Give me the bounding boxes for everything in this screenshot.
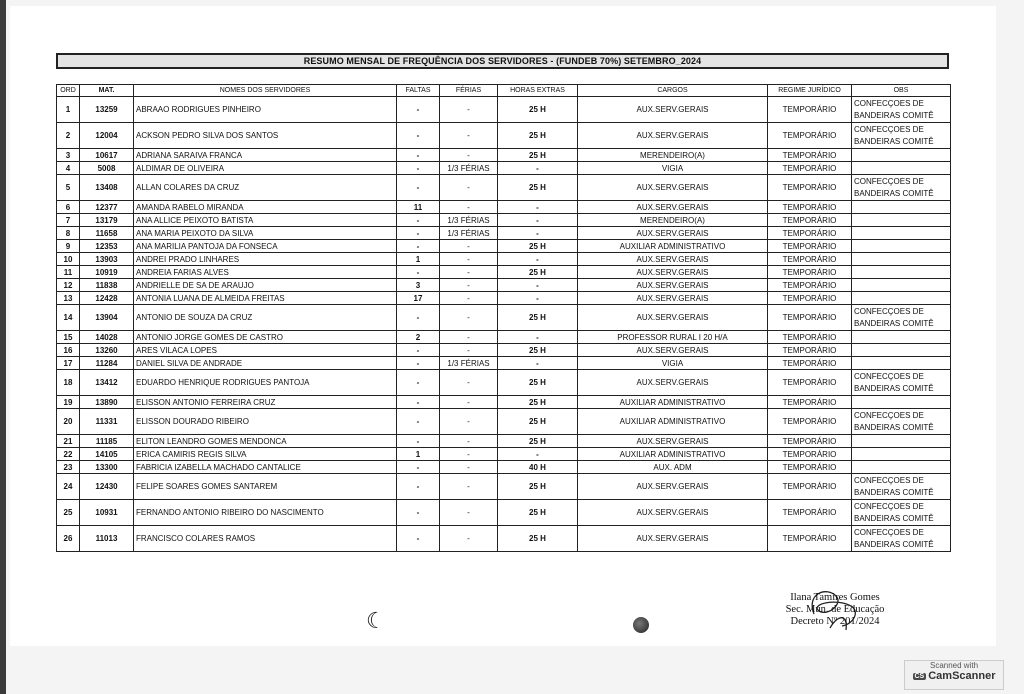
row-ferias: - [440,253,498,266]
row-faltas: - [397,396,440,409]
row-name: ANTONIA LUANA DE ALMEIDA FREITAS [134,292,397,305]
row-name: ALLAN COLARES DA CRUZ [134,175,397,201]
camscanner-brand: CamScanner [928,670,996,682]
row-name: FERNANDO ANTONIO RIBEIRO DO NASCIMENTO [134,500,397,526]
row-ferias: - [440,305,498,331]
row-ferias: - [440,149,498,162]
table-row [57,279,951,292]
row-ord: 20 [57,409,80,435]
row-faltas: - [397,123,440,149]
row-regime: TEMPORÁRIO [768,123,852,149]
row-regime: TEMPORÁRIO [768,149,852,162]
row-cargo: AUXILIAR ADMINISTRATIVO [578,396,768,409]
row-ferias: - [440,448,498,461]
row-horas-extras: 25 H [498,97,578,123]
table-row [57,305,951,331]
row-ferias: 1/3 FÉRIAS [440,357,498,370]
row-faltas: - [397,526,440,552]
row-horas-extras: 25 H [498,240,578,253]
row-name: ACKSON PEDRO SILVA DOS SANTOS [134,123,397,149]
row-faltas: - [397,266,440,279]
camscanner-badge [904,660,1004,690]
row-ferias: - [440,292,498,305]
row-mat: 12377 [80,201,134,214]
row-horas-extras: - [498,448,578,461]
row-horas-extras: 25 H [498,266,578,279]
table-row [57,409,951,435]
row-obs: CONFECÇOES DE BANDEIRAS COMITÊ [852,305,951,331]
row-ferias: 1/3 FÉRIAS [440,162,498,175]
row-ord: 8 [57,227,80,240]
row-obs [852,240,951,253]
row-regime: TEMPORÁRIO [768,370,852,396]
row-obs [852,396,951,409]
row-ord: 9 [57,240,80,253]
row-obs [852,331,951,344]
row-ferias: - [440,240,498,253]
row-ord: 22 [57,448,80,461]
table-row [57,149,951,162]
row-mat: 11331 [80,409,134,435]
row-name: ANTONIO DE SOUZA DA CRUZ [134,305,397,331]
row-mat: 13260 [80,344,134,357]
row-faltas: - [397,357,440,370]
row-horas-extras: 25 H [498,396,578,409]
row-faltas: 1 [397,253,440,266]
row-cargo: AUX.SERV.GERAIS [578,344,768,357]
table-row [57,240,951,253]
row-mat: 13259 [80,97,134,123]
row-cargo: AUX.SERV.GERAIS [578,201,768,214]
row-cargo: AUXILIAR ADMINISTRATIVO [578,409,768,435]
row-name: ADRIANA SARAIVA FRANCA [134,149,397,162]
row-cargo: AUX.SERV.GERAIS [578,526,768,552]
header-ferias: FÉRIAS [440,85,498,97]
row-mat: 13903 [80,253,134,266]
row-obs [852,448,951,461]
row-horas-extras: - [498,162,578,175]
row-ferias: - [440,370,498,396]
row-mat: 11013 [80,526,134,552]
row-regime: TEMPORÁRIO [768,435,852,448]
row-regime: TEMPORÁRIO [768,279,852,292]
crescent-mark: ☾ [366,608,386,633]
row-regime: TEMPORÁRIO [768,227,852,240]
row-horas-extras: - [498,214,578,227]
row-obs: CONFECÇOES DE BANDEIRAS COMITÊ [852,97,951,123]
row-mat: 11185 [80,435,134,448]
header-ord: ORD [57,85,80,97]
table-row [57,214,951,227]
row-mat: 10919 [80,266,134,279]
row-ferias: - [440,266,498,279]
row-obs [852,266,951,279]
row-name: ABRAAO RODRIGUES PINHEIRO [134,97,397,123]
row-obs [852,435,951,448]
row-regime: TEMPORÁRIO [768,292,852,305]
table-row [57,331,951,344]
row-cargo: AUX.SERV.GERAIS [578,266,768,279]
row-mat: 10617 [80,149,134,162]
row-name: FABRICIA IZABELLA MACHADO CANTALICE [134,461,397,474]
row-name: AMANDA RABELO MIRANDA [134,201,397,214]
row-ord: 3 [57,149,80,162]
row-faltas: - [397,474,440,500]
row-obs [852,149,951,162]
row-obs: CONFECÇOES DE BANDEIRAS COMITÊ [852,474,951,500]
signature-name: Ilana Tamires Gomes [790,592,880,603]
row-name: ANTONIO JORGE GOMES DE CASTRO [134,331,397,344]
row-ferias: 1/3 FÉRIAS [440,214,498,227]
table-row [57,227,951,240]
row-cargo: AUXILIAR ADMINISTRATIVO [578,240,768,253]
row-ferias: - [440,331,498,344]
row-horas-extras: 25 H [498,123,578,149]
row-horas-extras: 25 H [498,474,578,500]
signature-block [760,592,910,628]
table-row [57,474,951,500]
table-row [57,526,951,552]
row-name: ANA MARIA PEIXOTO DA SILVA [134,227,397,240]
row-name: ARES VILACA LOPES [134,344,397,357]
row-ord: 24 [57,474,80,500]
row-mat: 11658 [80,227,134,240]
row-ferias: - [440,461,498,474]
row-faltas: 1 [397,448,440,461]
row-mat: 10931 [80,500,134,526]
row-mat: 12430 [80,474,134,500]
row-horas-extras: 40 H [498,461,578,474]
table-row [57,357,951,370]
row-name: ELISSON ANTONIO FERREIRA CRUZ [134,396,397,409]
row-ord: 19 [57,396,80,409]
row-ord: 11 [57,266,80,279]
row-faltas: 3 [397,279,440,292]
row-cargo: VIGIA [578,162,768,175]
row-mat: 11284 [80,357,134,370]
camscanner-logo-icon: CS [914,673,925,680]
row-faltas: - [397,149,440,162]
row-ferias: - [440,396,498,409]
row-faltas: - [397,214,440,227]
row-ferias: - [440,500,498,526]
row-horas-extras: 25 H [498,370,578,396]
row-horas-extras: - [498,227,578,240]
row-name: DANIEL SILVA DE ANDRADE [134,357,397,370]
row-regime: TEMPORÁRIO [768,526,852,552]
scan-edge-shadow [0,0,6,694]
row-mat: 13412 [80,370,134,396]
row-name: ERICA CAMIRIS REGIS SILVA [134,448,397,461]
row-ferias: - [440,279,498,292]
row-mat: 12353 [80,240,134,253]
header-regime: REGIME JURÍDICO [768,85,852,97]
table-row [57,266,951,279]
header-obs: OBS [852,85,951,97]
row-ord: 1 [57,97,80,123]
camscanner-name [905,670,1003,682]
row-obs [852,214,951,227]
row-ord: 6 [57,201,80,214]
row-name: ANDREI PRADO LINHARES [134,253,397,266]
row-obs: CONFECÇOES DE BANDEIRAS COMITÊ [852,500,951,526]
row-ferias: - [440,409,498,435]
row-faltas: 17 [397,292,440,305]
row-horas-extras: 25 H [498,526,578,552]
row-mat: 12428 [80,292,134,305]
row-mat: 14105 [80,448,134,461]
table-row [57,253,951,266]
row-cargo: AUX.SERV.GERAIS [578,370,768,396]
row-name: FRANCISCO COLARES RAMOS [134,526,397,552]
row-cargo: AUX. ADM [578,461,768,474]
table-row [57,461,951,474]
row-horas-extras: - [498,253,578,266]
row-regime: TEMPORÁRIO [768,175,852,201]
row-ord: 15 [57,331,80,344]
row-obs: CONFECÇOES DE BANDEIRAS COMITÊ [852,526,951,552]
row-horas-extras: 25 H [498,409,578,435]
row-mat: 13300 [80,461,134,474]
row-regime: TEMPORÁRIO [768,344,852,357]
row-obs: CONFECÇOES DE BANDEIRAS COMITÊ [852,370,951,396]
header-horas-extras: HORAS EXTRAS [498,85,578,97]
row-ord: 25 [57,500,80,526]
row-name: ANDREIA FARIAS ALVES [134,266,397,279]
table-row [57,500,951,526]
table-row [57,370,951,396]
row-name: ANA MARILIA PANTOJA DA FONSECA [134,240,397,253]
row-regime: TEMPORÁRIO [768,214,852,227]
row-regime: TEMPORÁRIO [768,97,852,123]
row-ord: 2 [57,123,80,149]
row-ferias: - [440,344,498,357]
row-faltas: - [397,97,440,123]
row-obs [852,227,951,240]
row-name: EDUARDO HENRIQUE RODRIGUES PANTOJA [134,370,397,396]
document-title: RESUMO MENSAL DE FREQUÊNCIA DOS SERVIDORES - (FUNDEB 70%) SETEMBRO_2024 [56,53,949,69]
row-ord: 21 [57,435,80,448]
row-ord: 16 [57,344,80,357]
row-obs [852,279,951,292]
table-row [57,448,951,461]
row-cargo: VIGIA [578,357,768,370]
row-ferias: 1/3 FÉRIAS [440,227,498,240]
row-cargo: MERENDEIRO(A) [578,214,768,227]
row-cargo: AUX.SERV.GERAIS [578,292,768,305]
header-names: NOMES DOS SERVIDORES [134,85,397,97]
row-name: ELITON LEANDRO GOMES MENDONCA [134,435,397,448]
row-cargo: AUX.SERV.GERAIS [578,227,768,240]
row-regime: TEMPORÁRIO [768,357,852,370]
table-row [57,396,951,409]
row-regime: TEMPORÁRIO [768,253,852,266]
table-row [57,123,951,149]
row-name: ANA ALLICE PEIXOTO BATISTA [134,214,397,227]
row-faltas: - [397,500,440,526]
row-ferias: - [440,201,498,214]
table-row [57,97,951,123]
row-ferias: - [440,474,498,500]
row-ord: 13 [57,292,80,305]
row-faltas: - [397,305,440,331]
camscanner-label: Scanned with [929,661,979,670]
row-cargo: PROFESSOR RURAL I 20 H/A [578,331,768,344]
row-horas-extras: 25 H [498,149,578,162]
row-regime: TEMPORÁRIO [768,500,852,526]
row-mat: 13179 [80,214,134,227]
row-cargo: AUX.SERV.GERAIS [578,305,768,331]
row-horas-extras: 25 H [498,175,578,201]
header-faltas: FALTAS [397,85,440,97]
row-regime: TEMPORÁRIO [768,409,852,435]
row-regime: TEMPORÁRIO [768,461,852,474]
row-regime: TEMPORÁRIO [768,448,852,461]
row-faltas: - [397,162,440,175]
row-faltas: - [397,240,440,253]
row-name: FELIPE SOARES GOMES SANTAREM [134,474,397,500]
row-horas-extras: - [498,357,578,370]
row-faltas: - [397,435,440,448]
row-cargo: AUX.SERV.GERAIS [578,253,768,266]
row-cargo: AUX.SERV.GERAIS [578,123,768,149]
row-ord: 5 [57,175,80,201]
row-name: ELISSON DOURADO RIBEIRO [134,409,397,435]
row-obs [852,292,951,305]
row-obs [852,162,951,175]
row-mat: 11838 [80,279,134,292]
row-ferias: - [440,175,498,201]
row-obs: CONFECÇOES DE BANDEIRAS COMITÊ [852,175,951,201]
row-obs: CONFECÇOES DE BANDEIRAS COMITÊ [852,123,951,149]
table-row [57,435,951,448]
row-faltas: - [397,344,440,357]
row-name: ANDRIELLE DE SA DE ARAUJO [134,279,397,292]
table-row [57,292,951,305]
row-ord: 23 [57,461,80,474]
row-faltas: - [397,409,440,435]
table-row [57,175,951,201]
table-row [57,201,951,214]
row-mat: 13408 [80,175,134,201]
row-regime: TEMPORÁRIO [768,240,852,253]
row-cargo: AUX.SERV.GERAIS [578,500,768,526]
row-obs: CONFECÇOES DE BANDEIRAS COMITÊ [852,409,951,435]
row-faltas: 11 [397,201,440,214]
row-cargo: AUX.SERV.GERAIS [578,435,768,448]
row-ord: 4 [57,162,80,175]
row-ferias: - [440,435,498,448]
row-obs [852,344,951,357]
row-regime: TEMPORÁRIO [768,396,852,409]
row-regime: TEMPORÁRIO [768,162,852,175]
row-faltas: - [397,175,440,201]
row-regime: TEMPORÁRIO [768,201,852,214]
row-cargo: AUX.SERV.GERAIS [578,279,768,292]
row-name: ALDIMAR DE OLIVEIRA [134,162,397,175]
row-mat: 12004 [80,123,134,149]
row-horas-extras: - [498,279,578,292]
row-ord: 14 [57,305,80,331]
row-cargo: AUX.SERV.GERAIS [578,97,768,123]
row-regime: TEMPORÁRIO [768,305,852,331]
row-mat: 14028 [80,331,134,344]
row-cargo: MERENDEIRO(A) [578,149,768,162]
table-row [57,344,951,357]
table-header-row [57,85,951,97]
row-faltas: - [397,461,440,474]
attendance-table [56,84,951,552]
row-ferias: - [440,526,498,552]
row-regime: TEMPORÁRIO [768,474,852,500]
header-mat: MAT. [80,85,134,97]
signature-decree: Decreto Nº 201/2024 [790,616,880,627]
row-ord: 10 [57,253,80,266]
row-ord: 7 [57,214,80,227]
row-ord: 17 [57,357,80,370]
row-obs [852,357,951,370]
row-faltas: - [397,370,440,396]
row-ord: 18 [57,370,80,396]
row-cargo: AUX.SERV.GERAIS [578,474,768,500]
row-horas-extras: 25 H [498,500,578,526]
row-faltas: 2 [397,331,440,344]
punch-hole [633,617,649,633]
row-mat: 5008 [80,162,134,175]
row-horas-extras: - [498,201,578,214]
row-obs [852,253,951,266]
row-horas-extras: - [498,292,578,305]
row-cargo: AUXILIAR ADMINISTRATIVO [578,448,768,461]
row-ferias: - [440,123,498,149]
row-horas-extras: 25 H [498,305,578,331]
header-cargos: CARGOS [578,85,768,97]
signature-role: Sec. Mun. de Educação [785,604,885,615]
row-mat: 13890 [80,396,134,409]
row-cargo: AUX.SERV.GERAIS [578,175,768,201]
row-obs [852,201,951,214]
row-ord: 12 [57,279,80,292]
row-ord: 26 [57,526,80,552]
row-mat: 13904 [80,305,134,331]
row-regime: TEMPORÁRIO [768,331,852,344]
row-obs [852,461,951,474]
row-horas-extras: 25 H [498,344,578,357]
row-faltas: - [397,227,440,240]
row-horas-extras: 25 H [498,435,578,448]
row-regime: TEMPORÁRIO [768,266,852,279]
row-horas-extras: - [498,331,578,344]
table-row [57,162,951,175]
row-ferias: - [440,97,498,123]
